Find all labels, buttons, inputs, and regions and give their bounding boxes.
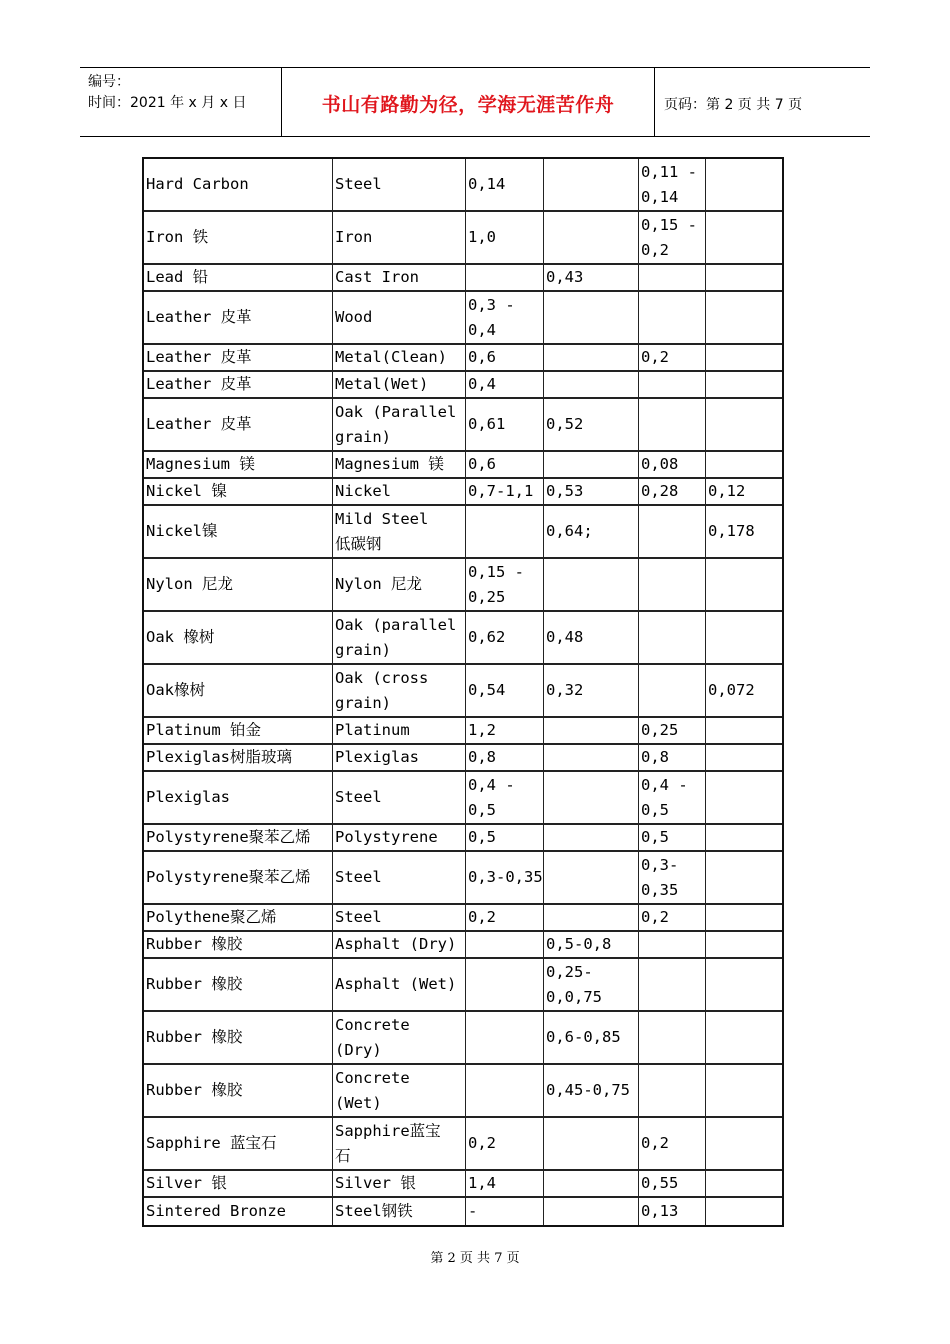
table-cell: Sintered Bronze bbox=[144, 1198, 333, 1225]
table-cell: Lead 铅 bbox=[144, 265, 333, 292]
table-cell: 0,11 - 0,14 bbox=[639, 159, 706, 212]
table-cell bbox=[706, 932, 782, 959]
table-cell bbox=[706, 265, 782, 292]
table-cell: 1,4 bbox=[466, 1171, 544, 1198]
table-cell: 1,0 bbox=[466, 212, 544, 265]
table-cell bbox=[544, 1118, 639, 1171]
table-cell: 0,52 bbox=[544, 399, 639, 452]
table-cell bbox=[706, 372, 782, 399]
table-row bbox=[144, 905, 782, 932]
table-cell: 0,08 bbox=[639, 452, 706, 479]
table-cell: 0,5 bbox=[639, 825, 706, 852]
table-cell: Magnesium 镁 bbox=[144, 452, 333, 479]
table-cell: 0,55 bbox=[639, 1171, 706, 1198]
friction-table-container bbox=[142, 157, 784, 1227]
table-cell bbox=[544, 372, 639, 399]
table-cell bbox=[466, 959, 544, 1012]
document-number-label: 编号： bbox=[88, 74, 130, 90]
table-row bbox=[144, 1118, 782, 1171]
table-cell bbox=[544, 772, 639, 825]
page-footer: 第 2 页 共 7 页 bbox=[430, 1251, 520, 1266]
table-cell: 0,3- 0,35 bbox=[639, 852, 706, 905]
table-cell: 0,48 bbox=[544, 612, 639, 665]
table-cell: 0,4 - 0,5 bbox=[466, 772, 544, 825]
table-cell bbox=[706, 1065, 782, 1118]
table-cell bbox=[639, 265, 706, 292]
table-row bbox=[144, 506, 782, 559]
table-row bbox=[144, 212, 782, 265]
table-cell bbox=[706, 559, 782, 612]
table-cell bbox=[706, 852, 782, 905]
table-cell bbox=[639, 612, 706, 665]
table-cell bbox=[639, 1012, 706, 1065]
table-cell bbox=[466, 1012, 544, 1065]
table-cell: 0,32 bbox=[544, 665, 639, 718]
table-cell: 0,6-0,85 bbox=[544, 1012, 639, 1065]
table-row bbox=[144, 772, 782, 825]
table-cell bbox=[639, 559, 706, 612]
table-cell: Plexiglas树脂玻璃 bbox=[144, 745, 333, 772]
table-cell bbox=[706, 292, 782, 345]
table-cell: 0,3 - 0,4 bbox=[466, 292, 544, 345]
table-cell: Oak (Parallel grain) bbox=[333, 399, 466, 452]
table-cell: 0,15 - 0,25 bbox=[466, 559, 544, 612]
table-cell: Mild Steel 低碳钢 bbox=[333, 506, 466, 559]
table-cell: Oak 橡树 bbox=[144, 612, 333, 665]
table-cell: Cast Iron bbox=[333, 265, 466, 292]
table-cell: 0,53 bbox=[544, 479, 639, 506]
table-cell: Rubber 橡胶 bbox=[144, 1065, 333, 1118]
table-cell: Metal(Clean) bbox=[333, 345, 466, 372]
table-cell: Asphalt (Dry) bbox=[333, 932, 466, 959]
table-cell: Rubber 橡胶 bbox=[144, 959, 333, 1012]
table-cell: Iron 铁 bbox=[144, 212, 333, 265]
table-cell bbox=[639, 665, 706, 718]
table-cell: Rubber 橡胶 bbox=[144, 932, 333, 959]
table-cell bbox=[706, 718, 782, 745]
table-row bbox=[144, 665, 782, 718]
table-cell bbox=[706, 772, 782, 825]
table-row bbox=[144, 559, 782, 612]
table-cell: 0,2 bbox=[466, 905, 544, 932]
table-cell: Nickel 镍 bbox=[144, 479, 333, 506]
table-cell: Rubber 橡胶 bbox=[144, 1012, 333, 1065]
table-cell: 1,2 bbox=[466, 718, 544, 745]
table-cell: 0,2 bbox=[639, 905, 706, 932]
table-cell bbox=[706, 825, 782, 852]
header-page-number: 页码：第 2 页 共 7 页 bbox=[664, 97, 803, 113]
table-cell: 0,14 bbox=[466, 159, 544, 212]
table-cell: Polystyrene bbox=[333, 825, 466, 852]
table-cell: 0,2 bbox=[639, 1118, 706, 1171]
table-cell: 0,64; bbox=[544, 506, 639, 559]
table-cell: 0,12 bbox=[706, 479, 782, 506]
table-cell bbox=[706, 1171, 782, 1198]
table-row bbox=[144, 265, 782, 292]
table-cell: 0,45-0,75 bbox=[544, 1065, 639, 1118]
table-cell: Silver 银 bbox=[144, 1171, 333, 1198]
table-cell: Plexiglas bbox=[144, 772, 333, 825]
table-cell: 0,178 bbox=[706, 506, 782, 559]
table-cell: 0,2 bbox=[639, 345, 706, 372]
table-cell bbox=[639, 399, 706, 452]
table-cell: 0,7-1,1 bbox=[466, 479, 544, 506]
table-cell bbox=[544, 1171, 639, 1198]
table-cell: Steel bbox=[333, 852, 466, 905]
table-cell bbox=[706, 612, 782, 665]
table-cell: Nickel镍 bbox=[144, 506, 333, 559]
table-cell: Leather 皮革 bbox=[144, 345, 333, 372]
table-cell bbox=[544, 905, 639, 932]
table-cell bbox=[544, 159, 639, 212]
table-row bbox=[144, 372, 782, 399]
table-cell: Asphalt (Wet) bbox=[333, 959, 466, 1012]
table-cell: Iron bbox=[333, 212, 466, 265]
table-row bbox=[144, 159, 782, 212]
table-row bbox=[144, 852, 782, 905]
table-cell: 0,61 bbox=[466, 399, 544, 452]
table-row bbox=[144, 479, 782, 506]
table-cell: Nylon 尼龙 bbox=[333, 559, 466, 612]
table-cell: Oak (parallel grain) bbox=[333, 612, 466, 665]
table-cell: 0,8 bbox=[466, 745, 544, 772]
table-cell bbox=[639, 506, 706, 559]
header-divider bbox=[654, 68, 655, 136]
table-row bbox=[144, 825, 782, 852]
table-cell: 0,2 bbox=[466, 1118, 544, 1171]
table-cell bbox=[544, 1198, 639, 1225]
table-cell bbox=[639, 932, 706, 959]
table-cell: Leather 皮革 bbox=[144, 372, 333, 399]
header-meta bbox=[88, 72, 246, 114]
table-cell bbox=[639, 372, 706, 399]
table-cell bbox=[706, 745, 782, 772]
table-cell bbox=[706, 1198, 782, 1225]
table-row bbox=[144, 345, 782, 372]
table-row bbox=[144, 1065, 782, 1118]
table-cell bbox=[706, 905, 782, 932]
table-cell: 0,54 bbox=[466, 665, 544, 718]
table-cell: Plexiglas bbox=[333, 745, 466, 772]
table-cell: Magnesium 镁 bbox=[333, 452, 466, 479]
table-cell: 0,4 - 0,5 bbox=[639, 772, 706, 825]
table-cell: 0,13 bbox=[639, 1198, 706, 1225]
table-cell: Polystyrene聚苯乙烯 bbox=[144, 825, 333, 852]
table-row bbox=[144, 1198, 782, 1225]
table-cell: Steel钢铁 bbox=[333, 1198, 466, 1225]
table-cell: 0,072 bbox=[706, 665, 782, 718]
table-cell bbox=[544, 212, 639, 265]
table-row bbox=[144, 718, 782, 745]
table-cell: Concrete (Wet) bbox=[333, 1065, 466, 1118]
table-cell bbox=[466, 1065, 544, 1118]
table-cell bbox=[706, 159, 782, 212]
document-time-label: 时间：2021 年 x 月 x 日 bbox=[88, 95, 247, 111]
table-body bbox=[144, 159, 782, 1225]
table-cell bbox=[466, 265, 544, 292]
table-cell: Nickel bbox=[333, 479, 466, 506]
table-cell: 0,15 - 0,2 bbox=[639, 212, 706, 265]
table-row bbox=[144, 399, 782, 452]
table-cell bbox=[544, 825, 639, 852]
table-row bbox=[144, 1012, 782, 1065]
table-cell: 0,4 bbox=[466, 372, 544, 399]
table-cell: Wood bbox=[333, 292, 466, 345]
table-cell bbox=[639, 959, 706, 1012]
table-cell bbox=[706, 399, 782, 452]
table-cell: Steel bbox=[333, 159, 466, 212]
table-row bbox=[144, 745, 782, 772]
table-cell bbox=[706, 212, 782, 265]
table-cell bbox=[466, 932, 544, 959]
table-row bbox=[144, 932, 782, 959]
table-cell: 0,5 bbox=[466, 825, 544, 852]
table-cell: 0,5-0,8 bbox=[544, 932, 639, 959]
table-cell bbox=[544, 559, 639, 612]
table-cell: Sapphire 蓝宝石 bbox=[144, 1118, 333, 1171]
table-cell: 0,8 bbox=[639, 745, 706, 772]
table-cell bbox=[706, 1118, 782, 1171]
table-cell: Silver 银 bbox=[333, 1171, 466, 1198]
table-cell: 0,28 bbox=[639, 479, 706, 506]
table-cell bbox=[639, 1065, 706, 1118]
header-motto: 书山有路勤为径，学海无涯苦作舟 bbox=[321, 94, 615, 116]
table-cell: Steel bbox=[333, 905, 466, 932]
table-cell bbox=[544, 452, 639, 479]
table-row bbox=[144, 452, 782, 479]
table-row bbox=[144, 612, 782, 665]
table-row bbox=[144, 959, 782, 1012]
table-cell: 0,25- 0,0,75 bbox=[544, 959, 639, 1012]
table-cell bbox=[544, 292, 639, 345]
table-cell: Oak橡树 bbox=[144, 665, 333, 718]
table-cell bbox=[706, 959, 782, 1012]
table-cell: Polystyrene聚苯乙烯 bbox=[144, 852, 333, 905]
table-cell: Steel bbox=[333, 772, 466, 825]
table-cell bbox=[544, 718, 639, 745]
table-cell: Nylon 尼龙 bbox=[144, 559, 333, 612]
table-cell bbox=[706, 452, 782, 479]
table-cell: Metal(Wet) bbox=[333, 372, 466, 399]
table-cell: Concrete (Dry) bbox=[333, 1012, 466, 1065]
table-cell bbox=[544, 745, 639, 772]
table-cell: 0,6 bbox=[466, 345, 544, 372]
table-cell: Leather 皮革 bbox=[144, 292, 333, 345]
table-cell: Platinum bbox=[333, 718, 466, 745]
table-cell bbox=[639, 292, 706, 345]
table-row bbox=[144, 292, 782, 345]
table-cell bbox=[706, 345, 782, 372]
table-cell bbox=[706, 1012, 782, 1065]
friction-coefficient-table bbox=[142, 157, 784, 1227]
table-cell: 0,43 bbox=[544, 265, 639, 292]
table-cell: 0,62 bbox=[466, 612, 544, 665]
table-cell: 0,6 bbox=[466, 452, 544, 479]
table-cell: Sapphire蓝宝 石 bbox=[333, 1118, 466, 1171]
table-cell bbox=[544, 852, 639, 905]
table-cell: Platinum 铂金 bbox=[144, 718, 333, 745]
page-header bbox=[80, 67, 870, 137]
table-cell: 0,3-0,35 bbox=[466, 852, 544, 905]
table-cell: 0,25 bbox=[639, 718, 706, 745]
table-row bbox=[144, 1171, 782, 1198]
table-cell: Leather 皮革 bbox=[144, 399, 333, 452]
table-cell bbox=[544, 345, 639, 372]
table-cell: - bbox=[466, 1198, 544, 1225]
table-cell: Oak (cross grain) bbox=[333, 665, 466, 718]
table-cell bbox=[466, 506, 544, 559]
table-cell: Hard Carbon bbox=[144, 159, 333, 212]
table-cell: Polythene聚乙烯 bbox=[144, 905, 333, 932]
